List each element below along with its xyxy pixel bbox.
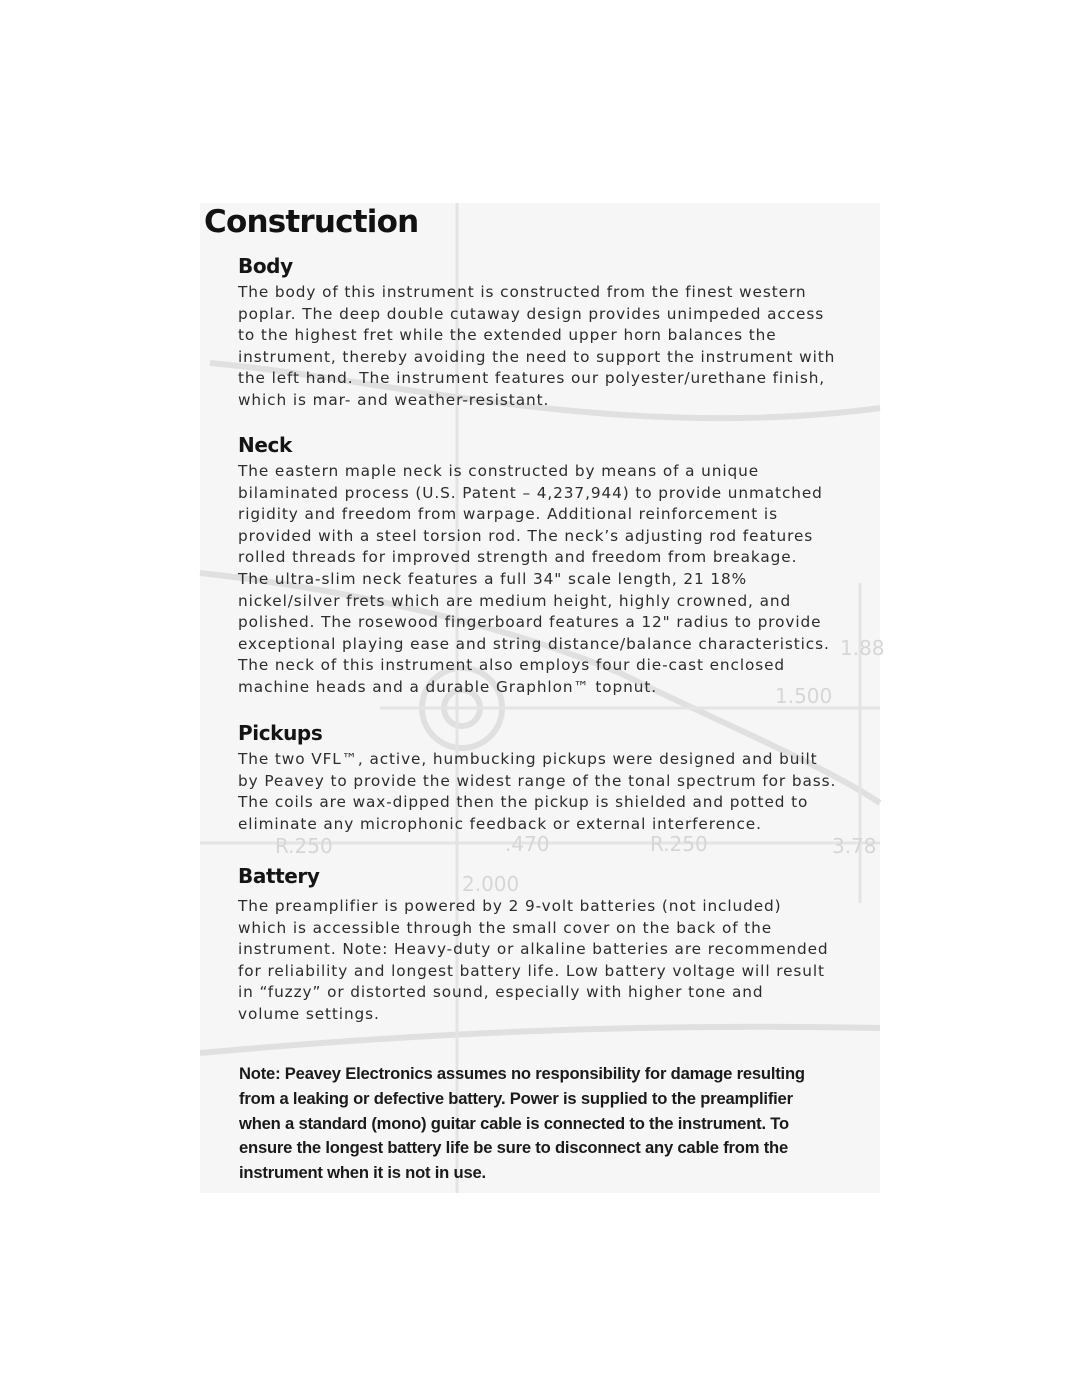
text-line: instrument, thereby avoiding the need to support the instrument with <box>238 347 836 366</box>
text-line: instrument. Note: Heavy-duty or alkaline batteries are recommended <box>238 940 829 959</box>
note-line: when a standard (mono) guitar cable is connected to the instrument. To <box>239 1113 789 1133</box>
pickups-section <box>238 719 878 835</box>
section-heading-pickups: Pickups <box>238 721 323 745</box>
battery-warning-note <box>239 1062 879 1186</box>
drawing-label: 2.000 <box>462 872 520 896</box>
text-line: in “fuzzy” or distorted sound, especially with higher tone and <box>238 983 764 1002</box>
text-line: The two VFL™, active, humbucking pickups were designed and built <box>238 750 818 768</box>
text-line: the left hand. The instrument features our polyester/urethane finish, <box>238 369 826 388</box>
text-line: polished. The rosewood fingerboard features a 12" radius to provide <box>238 613 822 632</box>
text-line: The ultra-slim neck features a full 34" scale length, 21 18% <box>238 569 748 588</box>
text-line: for reliability and longest battery life. Low battery voltage will result <box>238 961 825 980</box>
section-text-body <box>238 282 878 412</box>
text-line: rolled threads for improved strength and freedom from breakage. <box>238 548 798 567</box>
drawing-label: 1.88 <box>840 636 885 660</box>
drawing-label: .470 <box>505 832 550 856</box>
drawing-label: R.250 <box>275 834 333 858</box>
section-heading-neck: Neck <box>238 433 292 457</box>
neck-section <box>238 431 878 699</box>
page-title: Construction <box>204 204 419 240</box>
note-line: ensure the longest battery life be sure to disconnect any cable from the <box>239 1138 789 1158</box>
body-section <box>238 252 878 412</box>
text-line: The preamplifier is powered by 2 9-volt batteries (not included) <box>238 897 782 915</box>
drawing-label: 1.500 <box>775 684 833 708</box>
text-line: volume settings. <box>238 1004 380 1023</box>
section-heading-body: Body <box>238 254 293 278</box>
text-line: rigidity and freedom from warpage. Additional reinforcement is <box>238 505 778 524</box>
text-line: machine heads and a durable Graphlon™ topnut. <box>238 677 658 696</box>
section-text-battery <box>238 896 878 1026</box>
text-line: poplar. The deep double cutaway design provides unimpeded access <box>238 304 825 323</box>
battery-section <box>238 862 878 1026</box>
text-line: The body of this instrument is constructed from the finest western <box>238 283 807 301</box>
text-line: nickel/silver frets which are medium height, highly crowned, and <box>238 591 792 610</box>
section-text-pickups <box>238 749 878 835</box>
text-line: bilaminated process (U.S. Patent – 4,237,944) to provide unmatched <box>238 483 823 502</box>
text-line: by Peavey to provide the widest range of the tonal spectrum for bass. <box>238 771 837 790</box>
drawing-label: 3.78 <box>832 834 877 858</box>
text-line: eliminate any microphonic feedback or external interference. <box>238 814 762 833</box>
drawing-label: R.250 <box>650 832 708 856</box>
section-heading-battery: Battery <box>238 864 320 888</box>
note-line: from a leaking or defective battery. Power is supplied to the preamplifier <box>239 1088 793 1108</box>
section-text-neck <box>238 461 878 699</box>
text-line: The neck of this instrument also employs four die-cast enclosed <box>238 656 786 675</box>
text-line: exceptional playing ease and string distance/balance characteristics. <box>238 634 830 653</box>
text-line: to the highest fret while the extended upper horn balances the <box>238 326 777 345</box>
note-line: Note: Peavey Electronics assumes no responsibility for damage resulting <box>239 1064 805 1083</box>
text-line: which is accessible through the small cover on the back of the <box>238 918 773 937</box>
text-line: The coils are wax-dipped then the pickup is shielded and potted to <box>238 793 809 812</box>
text-line: which is mar- and weather-resistant. <box>238 390 550 409</box>
note-line: instrument when it is not in use. <box>239 1163 486 1183</box>
text-line: The eastern maple neck is constructed by means of a unique <box>238 462 760 480</box>
text-line: provided with a steel torsion rod. The neck’s adjusting rod features <box>238 526 814 545</box>
